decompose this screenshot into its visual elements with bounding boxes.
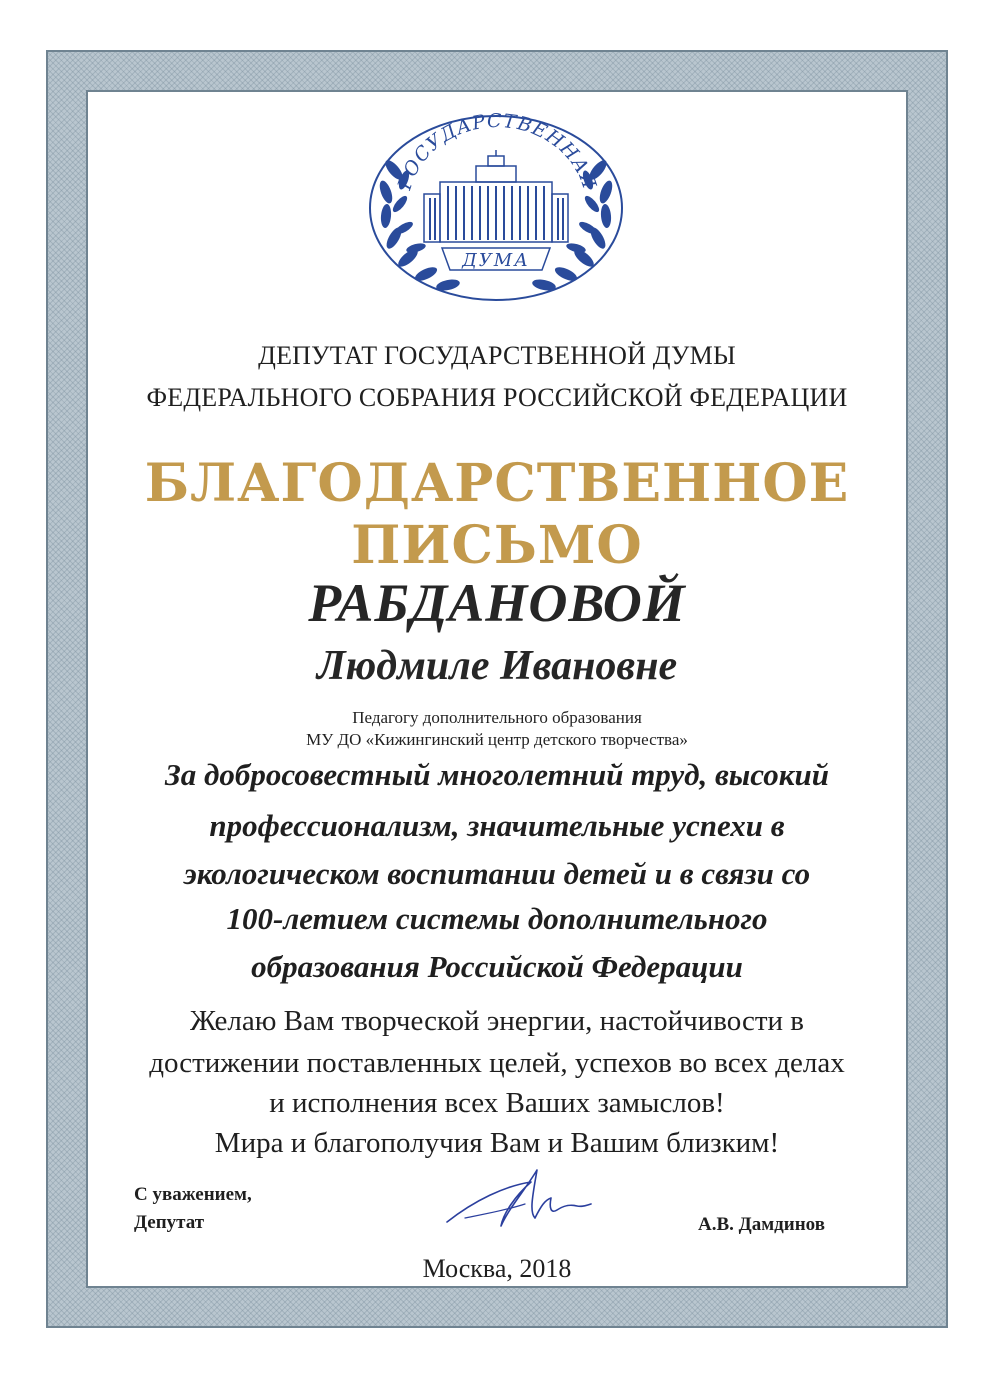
- emblem-bottom-text: ДУМА: [462, 250, 530, 271]
- signer-role: Депутат: [134, 1212, 205, 1233]
- title-line-2: ПИСЬМО: [351, 515, 643, 576]
- signer-name: А.В. Дамдинов: [698, 1214, 825, 1235]
- emblem-arc-text: ГОСУДАРСТВЕННАЯ: [393, 110, 601, 193]
- recipient-position-line-2: МУ ДО «Кижингинский центр детского творчества»: [306, 730, 688, 749]
- svg-text:ГОСУДАРСТВЕННАЯ: [393, 110, 600, 193]
- header-line-2: ФЕДЕРАЛЬНОГО СОБРАНИЯ РОССИЙСКОЙ ФЕДЕРАЦИИ: [146, 383, 848, 412]
- header-line-1: ДЕПУТАТ ГОСУДАРСТВЕННОЙ ДУМЫ: [258, 341, 736, 370]
- state-duma-emblem-icon: [364, 110, 628, 306]
- reason-line: профессионализм, значительные успехи в: [209, 808, 785, 843]
- handwritten-signature: [445, 1160, 595, 1240]
- reason-line: За добросовестный многолетний труд, высокий: [165, 757, 829, 792]
- recipient-surname: РАБДАНОВОЙ: [308, 573, 686, 633]
- title-line-1: БЛАГОДАРСТВЕННОЕ: [144, 453, 850, 514]
- reason-line: 100-летием системы дополнительного: [226, 901, 768, 936]
- reason-line: образования Российской Федерации: [251, 949, 743, 984]
- reason-line: экологическом воспитании детей и в связи со: [183, 856, 811, 891]
- regards-text: С уважением,: [134, 1184, 252, 1205]
- wish-line: и исполнения всех Ваших замыслов!: [269, 1087, 725, 1119]
- wish-line: достижении поставленных целей, успехов во всех делах: [149, 1047, 845, 1079]
- place-date: Москва, 2018: [422, 1254, 572, 1283]
- recipient-name: Людмиле Ивановне: [316, 643, 678, 689]
- wish-line: Мира и благополучия Вам и Вашим близким!: [214, 1127, 780, 1159]
- recipient-position-line-1: Педагогу дополнительного образования: [352, 708, 642, 727]
- wish-line: Желаю Вам творческой энергии, настойчивости в: [189, 1005, 804, 1037]
